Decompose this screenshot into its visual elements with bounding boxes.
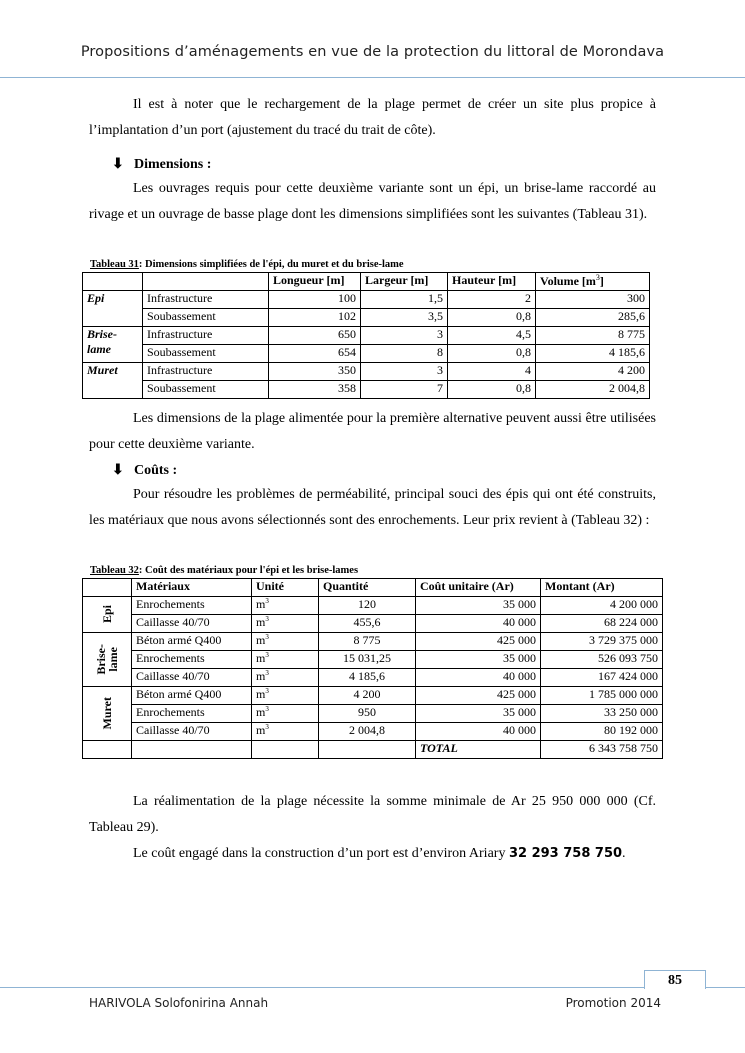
table-row <box>83 669 663 687</box>
header-cell: Coût unitaire (Ar) <box>416 579 541 597</box>
volume-cell: 285,6 <box>536 309 650 327</box>
table31-label: Tableau 31 <box>90 259 139 270</box>
total-label: TOTAL <box>416 741 541 759</box>
table32-title: : Coût des matériaux pour l'épi et les brise-lames <box>138 565 359 576</box>
table-row <box>83 363 650 381</box>
element-cell: Infrastructure <box>143 291 269 309</box>
group-label: Epi <box>83 291 143 327</box>
unit-cost-cell: 40 000 <box>416 723 541 741</box>
hauteur-cell: 4,5 <box>448 327 536 345</box>
table-row <box>83 327 650 345</box>
longueur-cell: 358 <box>269 381 361 399</box>
amount-cell: 3 729 375 000 <box>541 633 663 651</box>
footer-rule-right <box>705 987 745 988</box>
table-dimensions <box>82 272 650 399</box>
heading-couts-text: Coûts : <box>134 463 178 478</box>
superscript: 3 <box>265 597 269 605</box>
header-cell <box>83 273 143 291</box>
arrow-bullet-icon: ⬇ <box>112 157 124 172</box>
amount-cell: 68 224 000 <box>541 615 663 633</box>
unit-cost-cell: 425 000 <box>416 687 541 705</box>
amount-cell: 80 192 000 <box>541 723 663 741</box>
material-cell: Béton armé Q400 <box>132 633 252 651</box>
hauteur-cell: 2 <box>448 291 536 309</box>
element-cell: Infrastructure <box>143 327 269 345</box>
amount-cell: 526 093 750 <box>541 651 663 669</box>
hauteur-cell: 0,8 <box>448 309 536 327</box>
paragraph-permeabilite: Pour résoudre les problèmes de perméabilité, principal souci des épis qui ont été construits, les matériaux que nous avons sélectionnés sont des enrochements. Leur prix revient à (Tableau 32) : <box>89 487 656 528</box>
table-row <box>83 345 650 363</box>
material-cell: Caillasse 40/70 <box>132 669 252 687</box>
header-cell: Unité <box>252 579 319 597</box>
group-label <box>83 633 132 687</box>
material-cell: Caillasse 40/70 <box>132 615 252 633</box>
group-label: Muret <box>83 363 143 399</box>
table-header-row <box>83 273 650 291</box>
unit-cell: $m^3$ <box>252 615 319 633</box>
unit-cost-cell: 35 000 <box>416 597 541 615</box>
table-row <box>83 705 663 723</box>
table32-caption <box>90 565 358 576</box>
table-row <box>83 291 650 309</box>
table-row <box>83 633 663 651</box>
heading-dimensions-text: Dimensions : <box>134 157 212 172</box>
unit-cost-cell: 40 000 <box>416 669 541 687</box>
table-total-row <box>83 741 663 759</box>
superscript: 3 <box>265 615 269 623</box>
amount-cell: 33 250 000 <box>541 705 663 723</box>
material-cell: Caillasse 40/70 <box>132 723 252 741</box>
table31-caption <box>90 259 404 270</box>
quantity-cell: 120 <box>319 597 416 615</box>
superscript: 3 <box>265 723 269 731</box>
group-label <box>83 597 132 633</box>
header-cell: Quantité <box>319 579 416 597</box>
group-label-text: Epi <box>100 605 114 624</box>
table-row <box>83 381 650 399</box>
page-number: 85 <box>644 970 706 989</box>
element-cell: Soubassement <box>143 345 269 363</box>
unit-cost-cell: 35 000 <box>416 651 541 669</box>
material-cell: Enrochements <box>132 597 252 615</box>
quantity-cell: 4 185,6 <box>319 669 416 687</box>
table-row <box>83 723 663 741</box>
unit-cell: $m^3$ <box>252 651 319 669</box>
table-header-row <box>83 579 663 597</box>
material-cell: Enrochements <box>132 651 252 669</box>
hauteur-cell: 4 <box>448 363 536 381</box>
superscript: 3 <box>265 669 269 677</box>
amount-cell: 167 424 000 <box>541 669 663 687</box>
header-cell: Largeur [m] <box>361 273 448 291</box>
running-header: Propositions d’aménagements en vue de la protection du littoral de Morondava <box>80 44 665 60</box>
amount-cell: 1 785 000 000 <box>541 687 663 705</box>
empty-cell <box>132 741 252 759</box>
superscript: 3 <box>595 273 600 282</box>
largeur-cell: 3 <box>361 327 448 345</box>
header-cell: Matériaux <box>132 579 252 597</box>
unit-cell: $m^3$ <box>252 723 319 741</box>
table-row <box>83 309 650 327</box>
quantity-cell: 4 200 <box>319 687 416 705</box>
total-value: 6 343 758 750 <box>541 741 663 759</box>
unit-cell: $m^3$ <box>252 669 319 687</box>
element-cell: Soubassement <box>143 309 269 327</box>
longueur-cell: 654 <box>269 345 361 363</box>
unit-cost-cell: 40 000 <box>416 615 541 633</box>
arrow-bullet-icon: ⬇ <box>112 463 124 478</box>
material-cell: Béton armé Q400 <box>132 687 252 705</box>
element-cell: Infrastructure <box>143 363 269 381</box>
quantity-cell: 8 775 <box>319 633 416 651</box>
header-cell <box>83 579 132 597</box>
header-cell: Longueur [m] <box>269 273 361 291</box>
superscript: 3 <box>265 633 269 641</box>
largeur-cell: 7 <box>361 381 448 399</box>
table-couts <box>82 578 663 759</box>
header-cell: Montant (Ar) <box>541 579 663 597</box>
unit-cell: $m^3$ <box>252 687 319 705</box>
header-rule <box>0 77 745 78</box>
quantity-cell: 455,6 <box>319 615 416 633</box>
group-label-text: Muret <box>100 697 114 730</box>
unit-cell: $m^3$ <box>252 633 319 651</box>
heading-couts <box>112 462 177 479</box>
table-row <box>83 615 663 633</box>
volume-cell: 300 <box>536 291 650 309</box>
unit-cost-cell: 425 000 <box>416 633 541 651</box>
volume-cell: 4 185,6 <box>536 345 650 363</box>
cout-port-end: . <box>622 846 626 861</box>
paragraph-port: Il est à noter que le rechargement de la plage permet de créer un site plus propice à l’implantation d’un port (ajustement du tracé du trait de côte). <box>89 97 656 138</box>
quantity-cell: 15 031,25 <box>319 651 416 669</box>
superscript: 3 <box>265 687 269 695</box>
longueur-cell: 102 <box>269 309 361 327</box>
group-label-text: Brise- lame <box>94 644 120 675</box>
header-cell: Hauteur [m] <box>448 273 536 291</box>
header-cell <box>143 273 269 291</box>
volume-cell: 8 775 <box>536 327 650 345</box>
material-cell: Enrochements <box>132 705 252 723</box>
empty-cell <box>83 741 132 759</box>
longueur-cell: 650 <box>269 327 361 345</box>
superscript: 3 <box>265 651 269 659</box>
footer-promotion: Promotion 2014 <box>565 996 661 1010</box>
table-row <box>83 597 663 615</box>
unit-cell: $m^3$ <box>252 705 319 723</box>
unit-cost-cell: 35 000 <box>416 705 541 723</box>
quantity-cell: 950 <box>319 705 416 723</box>
paragraph-ouvrages: Les ouvrages requis pour cette deuxième variante sont un épi, un brise-lame raccordé au rivage et un ouvrage de basse plage dont les dimensions simplifiées sont les suivantes (Tableau 31). <box>89 181 656 222</box>
cout-port-amount: 32 293 758 750 <box>508 846 623 861</box>
volume-cell: 2 004,8 <box>536 381 650 399</box>
unit-cell: $m^3$ <box>252 597 319 615</box>
table31-title: : Dimensions simplifiées de l'épi, du muret et du brise-lame <box>138 259 404 270</box>
largeur-cell: 3,5 <box>361 309 448 327</box>
table-row <box>83 687 663 705</box>
longueur-cell: 350 <box>269 363 361 381</box>
paragraph-plage-alimentee: Les dimensions de la plage alimentée pour la première alternative peuvent aussi être utilisées pour cette deuxième variante. <box>89 411 656 452</box>
amount-cell: 4 200 000 <box>541 597 663 615</box>
empty-cell <box>252 741 319 759</box>
heading-dimensions <box>112 156 211 173</box>
superscript: 3 <box>265 705 269 713</box>
header-cell-volume: Volume $[m^3]$ <box>536 273 650 291</box>
paragraph-realimentation: La réalimentation de la plage nécessite la somme minimale de Ar 25 950 000 000 (Cf. Tableau 29). <box>89 794 656 835</box>
quantity-cell: 2 004,8 <box>319 723 416 741</box>
table32-label: Tableau 32 <box>90 565 139 576</box>
hauteur-cell: 0,8 <box>448 381 536 399</box>
group-label <box>83 687 132 741</box>
paragraph-cout-port <box>89 841 656 867</box>
hauteur-cell: 0,8 <box>448 345 536 363</box>
largeur-cell: 1,5 <box>361 291 448 309</box>
table-row <box>83 651 663 669</box>
longueur-cell: 100 <box>269 291 361 309</box>
volume-cell: 4 200 <box>536 363 650 381</box>
cout-port-text: Le coût engagé dans la construction d’un port est d’environ Ariary <box>133 846 509 861</box>
element-cell: Soubassement <box>143 381 269 399</box>
largeur-cell: 8 <box>361 345 448 363</box>
group-label: Brise-lame <box>83 327 143 363</box>
empty-cell <box>319 741 416 759</box>
footer-author: HARIVOLA Solofonirina Annah <box>89 996 269 1010</box>
largeur-cell: 3 <box>361 363 448 381</box>
footer-rule-left <box>0 987 644 988</box>
